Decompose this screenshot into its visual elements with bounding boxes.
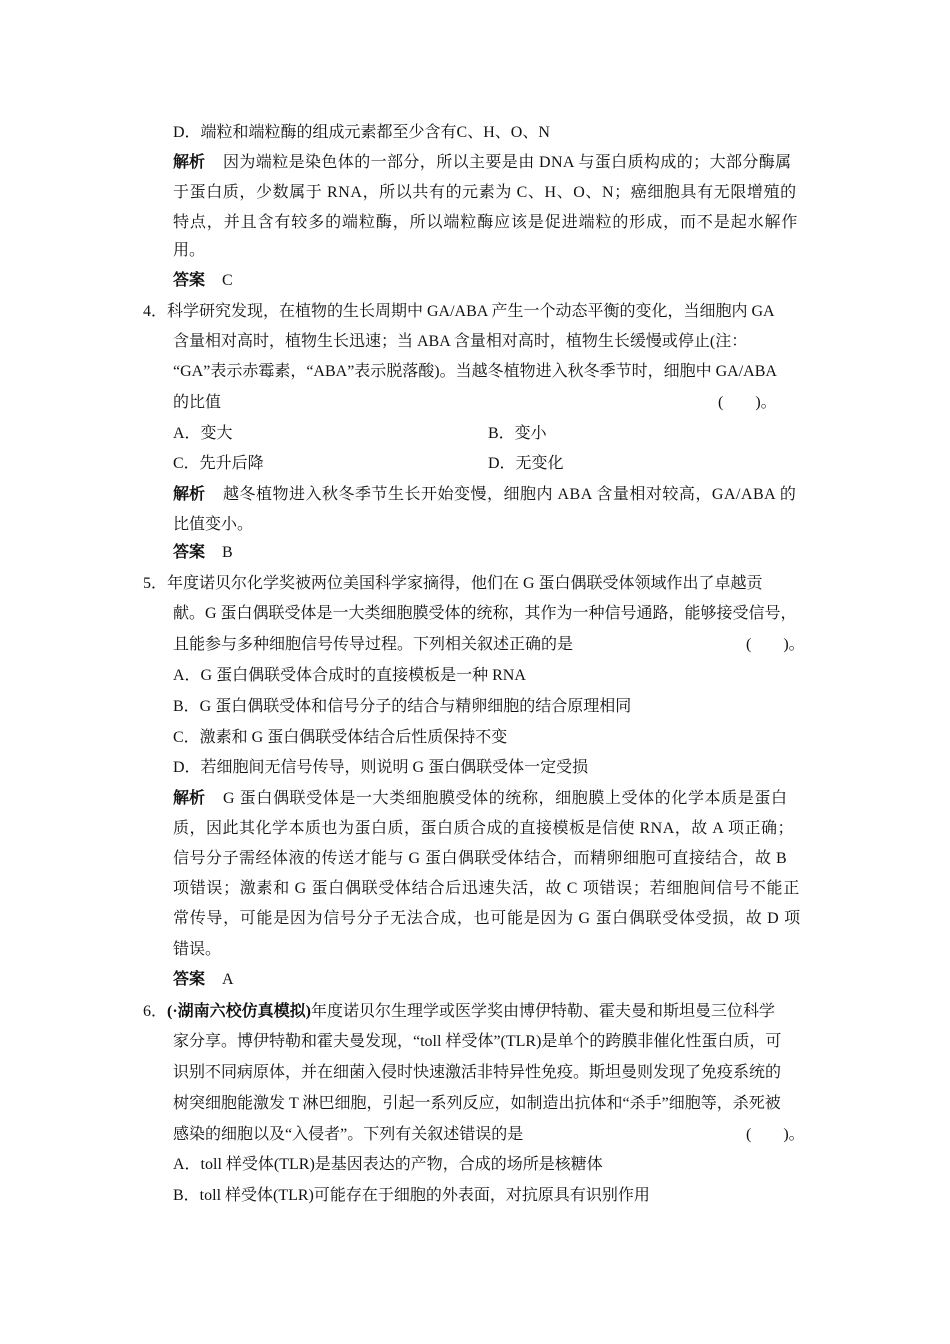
q5-answer: A (222, 971, 234, 988)
q3-analysis-label: 解析 (173, 154, 206, 171)
q3-answer-label: 答案 (173, 272, 206, 289)
q6-stem-first-line (143, 1002, 775, 1022)
q3-analysis-line: 于蛋白质，少数属于 RNA，所以共有的元素为 C、H、O、N；癌细胞具有无限增殖的 (173, 184, 797, 201)
q3-analysis-line: 特点，并且含有较多的端粒酶，所以端粒酶应该是促进端粒的形成，而不是起水解作 (173, 214, 799, 231)
q5-option-b: B．G 蛋白偶联受体和信号分子的结合与精卵细胞的结合原理相同 (173, 698, 632, 715)
q4-stem-line: “GA”表示赤霉素，“ABA”表示脱落酸)。当越冬植物进入秋冬季节时，细胞中 GA/ABA (173, 363, 777, 380)
q4-answer-label: 答案 (173, 544, 206, 561)
q5-analysis-label: 解析 (173, 790, 206, 807)
q4-option-a: A．变大 (173, 425, 233, 442)
q5-stem-line: 5．年度诺贝尔化学奖被两位美国科学家摘得，他们在 G 蛋白偶联受体领域作出了卓越贡 (143, 575, 763, 592)
q5-analysis-line: 质，因此其化学本质也为蛋白质，蛋白质合成的直接模板是信使 RNA，故 A 项正确； (173, 820, 794, 837)
q3-answer: C (222, 272, 233, 289)
q5-analysis-line: 项错误；激素和 G 蛋白偶联受体结合后迅速失活，故 C 项错误；若细胞间信号不能正 (173, 880, 800, 897)
q5-answer-paren: ( )。 (746, 636, 805, 653)
q6-stem-line: 识别不同病原体，并在细菌入侵时快速激活非特异性免疫。斯坦曼则发现了免疫系统的 (173, 1064, 782, 1081)
q4-stem-line: 的比值 (173, 394, 222, 411)
q3-analysis-line: 因为端粒是染色体的一部分，所以主要是由 DNA 与蛋白质构成的；大部分酶属 (223, 154, 792, 171)
q4-option-d: D．无变化 (488, 455, 564, 472)
q4-option-b: B．变小 (488, 425, 547, 442)
q5-analysis-line: G 蛋白偶联受体是一大类细胞膜受体的统称，细胞膜上受体的化学本质是蛋白 (223, 790, 788, 807)
q6-option-a: A．toll 样受体(TLR)是基因表达的产物，合成的场所是核糖体 (173, 1156, 603, 1173)
q6-source: (·湖南六校仿真模拟) (167, 1003, 312, 1020)
q5-option-c: C．激素和 G 蛋白偶联受体结合后性质保持不变 (173, 729, 508, 746)
q3-analysis-line: 用。 (173, 242, 206, 259)
q5-analysis-line: 信号分子需经体液的传送才能与 G 蛋白偶联受体结合，而精卵细胞可直接结合，故 B (173, 850, 788, 867)
q4-stem-line: 含量相对高时，植物生长迅速；当 ABA 含量相对高时，植物生长缓慢或停止(注： (173, 333, 748, 350)
q6-option-b: B．toll 样受体(TLR)可能存在于细胞的外表面，对抗原具有识别作用 (173, 1187, 650, 1204)
q6-number: 6． (143, 1003, 168, 1020)
q3-option-d: D．端粒和端粒酶的组成元素都至少含有C、H、O、N (173, 124, 550, 141)
q4-analysis-line: 比值变小。 (173, 516, 254, 533)
q6-stem-line: 树突细胞能激发 T 淋巴细胞，引起一系列反应，如制造出抗体和“杀手”细胞等，杀死被 (173, 1095, 781, 1112)
q5-stem-line: 献。G 蛋白偶联受体是一大类细胞膜受体的统称，其作为一种信号通路，能够接受信号， (173, 605, 797, 622)
q5-option-d: D．若细胞间无信号传导，则说明 G 蛋白偶联受体一定受损 (173, 759, 589, 776)
q5-answer-label: 答案 (173, 971, 206, 988)
q5-option-a: A．G 蛋白偶联受体合成时的直接模板是一种 RNA (173, 667, 526, 684)
q6-answer-paren: ( )。 (746, 1126, 805, 1143)
q5-analysis-line: 错误。 (173, 941, 222, 958)
q4-option-c: C．先升后降 (173, 455, 264, 472)
q4-analysis-label: 解析 (173, 486, 206, 503)
q4-answer: B (222, 544, 233, 561)
q5-analysis-line: 常传导，可能是因为信号分子无法合成，也可能是因为 G 蛋白偶联受体受损，故 D 项 (173, 910, 801, 927)
q6-stem-first: 年度诺贝尔生理学或医学奖由博伊特勒、霍夫曼和斯坦曼三位科学 (311, 1003, 776, 1020)
q5-stem-line: 且能参与多种细胞信号传导过程。下列相关叙述正确的是 (173, 636, 574, 653)
q4-answer-paren: ( )。 (718, 394, 777, 411)
q6-stem-line: 家分享。博伊特勒和霍夫曼发现，“toll 样受体”(TLR)是单个的跨膜非催化性蛋白质，可 (173, 1033, 782, 1050)
q4-analysis-line: 越冬植物进入秋冬季节生长开始变慢，细胞内 ABA 含量相对较高，GA/ABA 的 (223, 486, 797, 503)
q4-stem-line: 4．科学研究发现，在植物的生长周期中 GA/ABA 产生一个动态平衡的变化，当细胞内 GA (143, 303, 775, 320)
q6-stem-line: 感染的细胞以及“入侵者”。下列有关叙述错误的是 (173, 1126, 524, 1143)
